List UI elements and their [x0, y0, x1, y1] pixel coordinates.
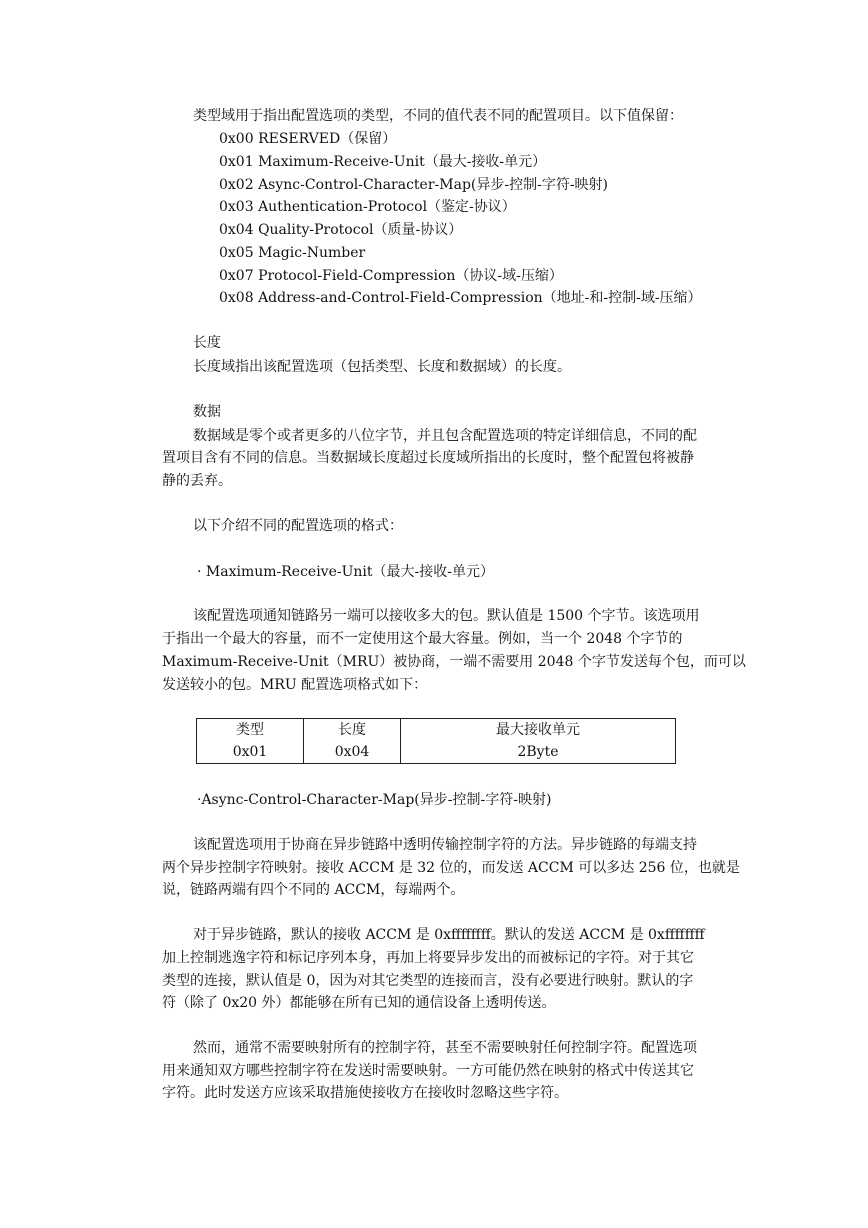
accm-p2-line-1: 对于异步链路，默认的接收 ACCM 是 0xffffffff。默认的发送 ACCM 是 0xffffffff	[193, 927, 705, 943]
formats-intro: 以下介绍不同的配置选项的格式：	[193, 518, 403, 534]
data-line-1: 数据域是零个或者更多的八位字节，并且包含配置选项的特定详细信息，不同的配	[193, 428, 697, 444]
accm-p1-line-2: 两个异步控制字符映射。接收 ACCM 是 32 位的，而发送 ACCM 可以多达 256 位，也就是	[162, 860, 740, 876]
mru-bullet: · Maximum-Receive-Unit（最大-接收-单元）	[197, 564, 494, 580]
data-line-2: 置项目含有不同的信息。当数据域长度超过长度域所指出的长度时，整个配置包将被静	[162, 450, 694, 466]
type-intro: 类型域用于指出配置选项的类型，不同的值代表不同的配置项目。以下值保留：	[193, 108, 683, 124]
data-line-3: 静的丢弃。	[162, 473, 232, 489]
accm-p3-line-1: 然而，通常不需要映射所有的控制字符，甚至不需要映射任何控制字符。配置选项	[193, 1040, 697, 1056]
accm-p3-line-2: 用来通知双方哪些控制字符在发送时需要映射。一方可能仍然在映射的格式中传送其它	[162, 1063, 694, 1079]
accm-p3-line-3: 字符。此时发送方应该采取措施使接收方在接收时忽略这些字符。	[162, 1085, 568, 1101]
accm-p1-line-1: 该配置选项用于协商在异步链路中透明传输控制字符的方法。异步链路的每端支持	[193, 837, 697, 853]
table-row	[197, 741, 676, 764]
table-cell-type: 0x01	[197, 741, 304, 764]
type-value-0x00: 0x00 RESERVED（保留）	[219, 131, 397, 147]
accm-p1-line-3: 说，链路两端有四个不同的 ACCM，每端两个。	[162, 882, 465, 898]
mru-line-4: 发送较小的包。MRU 配置选项格式如下：	[162, 677, 428, 693]
type-value-0x02: 0x02 Async-Control-Character-Map(异步-控制-字符-映射)	[219, 177, 609, 193]
table-header-mru: 最大接收单元	[401, 719, 676, 742]
length-heading: 长度	[193, 335, 221, 351]
accm-bullet: ·Async-Control-Character-Map(异步-控制-字符-映射)	[197, 792, 552, 808]
type-value-0x03: 0x03 Authentication-Protocol（鉴定-协议）	[219, 199, 516, 215]
data-heading: 数据	[193, 404, 221, 420]
type-value-0x04: 0x04 Quality-Protocol（质量-协议）	[219, 222, 463, 238]
length-body: 长度域指出该配置选项（包括类型、长度和数据域）的长度。	[193, 359, 571, 375]
table-cell-length: 0x04	[304, 741, 401, 764]
mru-line-2: 于指出一个最大的容量，而不一定使用这个最大容量。例如，当一个 2048 个字节的	[162, 631, 683, 647]
table-header-type: 类型	[197, 719, 304, 742]
accm-p2-line-2: 加上控制逃逸字符和标记序列本身，再加上将要异步发出的而被标记的字符。对于其它	[162, 950, 694, 966]
type-value-0x01: 0x01 Maximum-Receive-Unit（最大-接收-单元）	[219, 154, 547, 170]
type-value-0x08: 0x08 Address-and-Control-Field-Compression（地址-和-控制-域-压缩）	[219, 290, 702, 306]
table-header-length: 长度	[304, 719, 401, 742]
accm-p2-line-3: 类型的连接，默认值是 0，因为对其它类型的连接而言，没有必要进行映射。默认的字	[162, 973, 694, 989]
mru-format-table	[196, 718, 676, 764]
table-cell-mru: 2Byte	[401, 741, 676, 764]
mru-line-3: Maximum-Receive-Unit（MRU）被协商，一端不需要用 2048 个字节发送每个包，而可以	[162, 654, 746, 670]
table-row	[197, 719, 676, 742]
accm-p2-line-4: 符（除了 0x20 外）都能够在所有已知的通信设备上透明传送。	[162, 995, 556, 1011]
type-value-0x07: 0x07 Protocol-Field-Compression（协议-域-压缩）	[219, 268, 563, 284]
mru-line-1: 该配置选项通知链路另一端可以接收多大的包。默认值是 1500 个字节。该选项用	[193, 608, 700, 624]
type-value-0x05: 0x05 Magic-Number	[219, 245, 366, 261]
